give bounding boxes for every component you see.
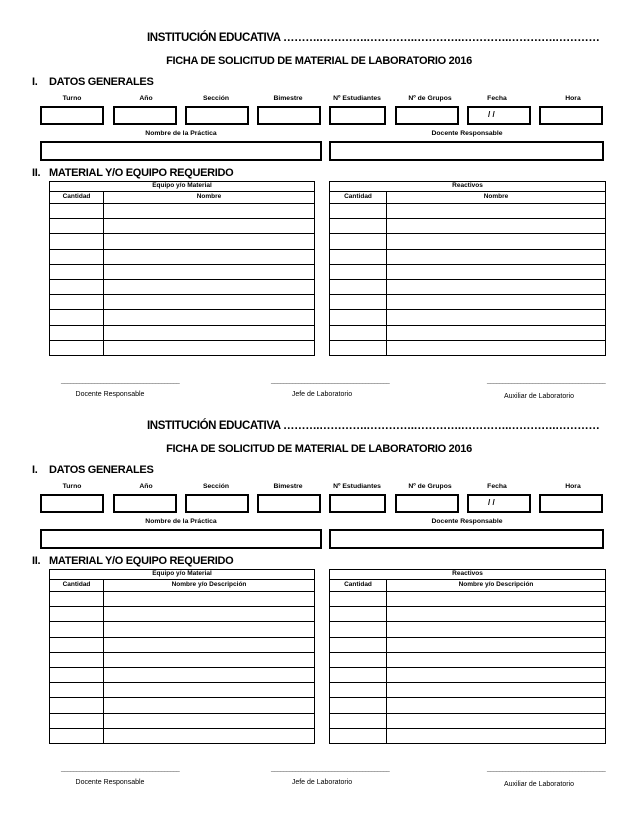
- section-title: DATOS GENERALES: [49, 76, 154, 88]
- institution-line: INSTITUCIÓN EDUCATIVA ……….………….………….………….………….………….…………: [147, 32, 600, 44]
- section-title: MATERIAL Y/O EQUIPO REQUERIDO: [49, 167, 234, 179]
- input-practica[interactable]: [40, 141, 322, 161]
- cell-nombre[interactable]: [387, 667, 606, 682]
- signature-line-auxiliar: _______________________________________: [487, 766, 606, 772]
- col-cantidad: Cantidad: [330, 192, 387, 204]
- input-seccion[interactable]: [185, 494, 249, 513]
- signature-line-jefe: _______________________________________: [271, 378, 390, 384]
- col-nombre: Nombre y/o Descripción: [104, 580, 315, 592]
- cell-cantidad[interactable]: [330, 234, 387, 249]
- cell-nombre[interactable]: [104, 340, 315, 355]
- label-seccion: Sección: [202, 483, 230, 490]
- label-docente: Docente Responsable: [431, 518, 503, 525]
- cell-cantidad[interactable]: [50, 713, 104, 728]
- col-cantidad: Cantidad: [50, 192, 104, 204]
- cell-cantidad[interactable]: [330, 592, 387, 607]
- cell-nombre[interactable]: [387, 683, 606, 698]
- table-header: Equipo y/o Material: [50, 570, 315, 580]
- cell-nombre[interactable]: [104, 295, 315, 310]
- input-grupos[interactable]: [395, 494, 459, 513]
- input-ano[interactable]: [113, 494, 177, 513]
- table-equipment: [49, 569, 315, 744]
- section-title: DATOS GENERALES: [49, 464, 154, 476]
- label-seccion: Sección: [202, 95, 230, 102]
- cell-nombre[interactable]: [104, 698, 315, 713]
- cell-nombre[interactable]: [104, 325, 315, 340]
- label-hora: Hora: [565, 483, 581, 490]
- cell-cantidad[interactable]: [330, 713, 387, 728]
- col-cantidad: Cantidad: [50, 580, 104, 592]
- cell-cantidad[interactable]: [50, 234, 104, 249]
- input-ano[interactable]: [113, 106, 177, 125]
- cell-cantidad[interactable]: [50, 728, 104, 743]
- table-reagents: [329, 569, 606, 744]
- cell-cantidad[interactable]: [50, 204, 104, 219]
- signature-line-docente: _______________________________________: [61, 766, 180, 772]
- cell-nombre[interactable]: [387, 622, 606, 637]
- cell-nombre[interactable]: [387, 340, 606, 355]
- input-fecha[interactable]: [467, 106, 531, 125]
- cell-nombre[interactable]: [104, 713, 315, 728]
- cell-cantidad[interactable]: [50, 325, 104, 340]
- cell-cantidad[interactable]: [50, 607, 104, 622]
- cell-nombre[interactable]: [104, 310, 315, 325]
- label-fecha: Fecha: [487, 95, 507, 102]
- input-docente[interactable]: [329, 141, 604, 161]
- cell-cantidad[interactable]: [330, 219, 387, 234]
- cell-cantidad[interactable]: [330, 683, 387, 698]
- cell-nombre[interactable]: [387, 249, 606, 264]
- lab-request-form-2: [0, 388, 638, 801]
- label-ano: Año: [139, 95, 153, 102]
- cell-nombre[interactable]: [104, 728, 315, 743]
- input-turno[interactable]: [40, 106, 104, 125]
- institution-line: INSTITUCIÓN EDUCATIVA ……….………….………….………….………….………….…………: [147, 420, 600, 432]
- signature-auxiliar: Auxiliar de Laboratorio: [503, 393, 575, 400]
- section-number: I.: [32, 76, 38, 88]
- col-nombre: Nombre y/o Descripción: [387, 580, 606, 592]
- cell-nombre[interactable]: [104, 667, 315, 682]
- col-nombre: Nombre: [104, 192, 315, 204]
- cell-cantidad[interactable]: [50, 249, 104, 264]
- cell-cantidad[interactable]: [50, 295, 104, 310]
- cell-nombre[interactable]: [387, 295, 606, 310]
- section-material: [32, 555, 233, 567]
- label-docente: Docente Responsable: [431, 130, 503, 137]
- label-turno: Turno: [62, 483, 82, 490]
- cell-nombre[interactable]: [104, 279, 315, 294]
- cell-nombre[interactable]: [104, 592, 315, 607]
- cell-cantidad[interactable]: [50, 637, 104, 652]
- signature-auxiliar: Auxiliar de Laboratorio: [503, 781, 575, 788]
- cell-nombre[interactable]: [387, 713, 606, 728]
- section-number: II.: [32, 555, 41, 567]
- cell-nombre[interactable]: [104, 683, 315, 698]
- label-turno: Turno: [62, 95, 82, 102]
- label-fecha: Fecha: [487, 483, 507, 490]
- cell-nombre[interactable]: [104, 264, 315, 279]
- col-nombre: Nombre: [387, 192, 606, 204]
- signature-docente: Docente Responsable: [75, 779, 145, 786]
- input-seccion[interactable]: [185, 106, 249, 125]
- label-estudiantes: Nº Estudiantes: [333, 483, 381, 490]
- table-header: Reactivos: [330, 182, 606, 192]
- cell-nombre[interactable]: [104, 249, 315, 264]
- signature-line-jefe: _______________________________________: [271, 766, 390, 772]
- section-material: [32, 167, 233, 179]
- input-hora[interactable]: [539, 494, 603, 513]
- cell-nombre[interactable]: [387, 264, 606, 279]
- cell-nombre[interactable]: [387, 310, 606, 325]
- cell-nombre[interactable]: [387, 279, 606, 294]
- cell-nombre[interactable]: [387, 607, 606, 622]
- cell-nombre[interactable]: [104, 204, 315, 219]
- cell-cantidad[interactable]: [50, 340, 104, 355]
- input-estudiantes[interactable]: [329, 494, 386, 513]
- input-estudiantes[interactable]: [329, 106, 386, 125]
- label-hora: Hora: [565, 95, 581, 102]
- label-practica: Nombre de la Práctica: [145, 518, 217, 525]
- label-bimestre: Bimestre: [273, 95, 303, 102]
- cell-cantidad[interactable]: [50, 279, 104, 294]
- signature-line-docente: _______________________________________: [61, 378, 180, 384]
- input-bimestre[interactable]: [257, 106, 321, 125]
- cell-cantidad[interactable]: [330, 728, 387, 743]
- signature-line-auxiliar: _______________________________________: [487, 378, 606, 384]
- input-docente[interactable]: [329, 529, 604, 549]
- cell-cantidad[interactable]: [330, 264, 387, 279]
- label-grupos: Nº de Grupos: [408, 483, 452, 490]
- cell-nombre[interactable]: [387, 234, 606, 249]
- label-bimestre: Bimestre: [273, 483, 303, 490]
- cell-nombre[interactable]: [104, 652, 315, 667]
- cell-cantidad[interactable]: [330, 622, 387, 637]
- cell-nombre[interactable]: [104, 234, 315, 249]
- cell-nombre[interactable]: [387, 204, 606, 219]
- cell-cantidad[interactable]: [330, 637, 387, 652]
- section-general-data: [32, 464, 154, 476]
- date-separator: / /: [488, 110, 495, 119]
- cell-cantidad[interactable]: [330, 667, 387, 682]
- cell-cantidad[interactable]: [330, 295, 387, 310]
- cell-cantidad[interactable]: [50, 219, 104, 234]
- signature-jefe: Jefe de Laboratorio: [291, 779, 353, 786]
- cell-nombre[interactable]: [387, 219, 606, 234]
- label-estudiantes: Nº Estudiantes: [333, 95, 381, 102]
- cell-nombre[interactable]: [387, 728, 606, 743]
- cell-cantidad[interactable]: [50, 592, 104, 607]
- input-hora[interactable]: [539, 106, 603, 125]
- cell-cantidad[interactable]: [330, 698, 387, 713]
- cell-cantidad[interactable]: [50, 264, 104, 279]
- cell-nombre[interactable]: [104, 622, 315, 637]
- cell-cantidad[interactable]: [330, 249, 387, 264]
- cell-cantidad[interactable]: [50, 652, 104, 667]
- cell-nombre[interactable]: [104, 637, 315, 652]
- cell-nombre[interactable]: [387, 325, 606, 340]
- cell-cantidad[interactable]: [330, 340, 387, 355]
- cell-nombre[interactable]: [387, 698, 606, 713]
- cell-cantidad[interactable]: [50, 310, 104, 325]
- input-fecha[interactable]: [467, 494, 531, 513]
- signature-jefe: Jefe de Laboratorio: [291, 391, 353, 398]
- cell-nombre[interactable]: [104, 607, 315, 622]
- form-title: FICHA DE SOLICITUD DE MATERIAL DE LABORATORIO 2016: [166, 55, 472, 67]
- cell-cantidad[interactable]: [330, 652, 387, 667]
- cell-nombre[interactable]: [387, 637, 606, 652]
- input-turno[interactable]: [40, 494, 104, 513]
- label-practica: Nombre de la Práctica: [145, 130, 217, 137]
- section-number: II.: [32, 167, 41, 179]
- cell-cantidad[interactable]: [330, 204, 387, 219]
- cell-cantidad[interactable]: [330, 607, 387, 622]
- table-header: Reactivos: [330, 570, 606, 580]
- cell-cantidad[interactable]: [50, 667, 104, 682]
- table-header: Equipo y/o Material: [50, 182, 315, 192]
- cell-nombre[interactable]: [387, 592, 606, 607]
- section-number: I.: [32, 464, 38, 476]
- cell-nombre[interactable]: [104, 219, 315, 234]
- input-bimestre[interactable]: [257, 494, 321, 513]
- cell-cantidad[interactable]: [330, 310, 387, 325]
- date-separator: / /: [488, 498, 495, 507]
- cell-cantidad[interactable]: [50, 698, 104, 713]
- section-title: MATERIAL Y/O EQUIPO REQUERIDO: [49, 555, 234, 567]
- label-grupos: Nº de Grupos: [408, 95, 452, 102]
- signature-docente: Docente Responsable: [75, 391, 145, 398]
- cell-cantidad[interactable]: [330, 325, 387, 340]
- table-reagents: [329, 181, 606, 356]
- cell-cantidad[interactable]: [50, 683, 104, 698]
- label-ano: Año: [139, 483, 153, 490]
- input-grupos[interactable]: [395, 106, 459, 125]
- cell-cantidad[interactable]: [330, 279, 387, 294]
- col-cantidad: Cantidad: [330, 580, 387, 592]
- input-practica[interactable]: [40, 529, 322, 549]
- table-equipment: [49, 181, 315, 356]
- form-title: FICHA DE SOLICITUD DE MATERIAL DE LABORATORIO 2016: [166, 443, 472, 455]
- cell-cantidad[interactable]: [50, 622, 104, 637]
- section-general-data: [32, 76, 154, 88]
- cell-nombre[interactable]: [387, 652, 606, 667]
